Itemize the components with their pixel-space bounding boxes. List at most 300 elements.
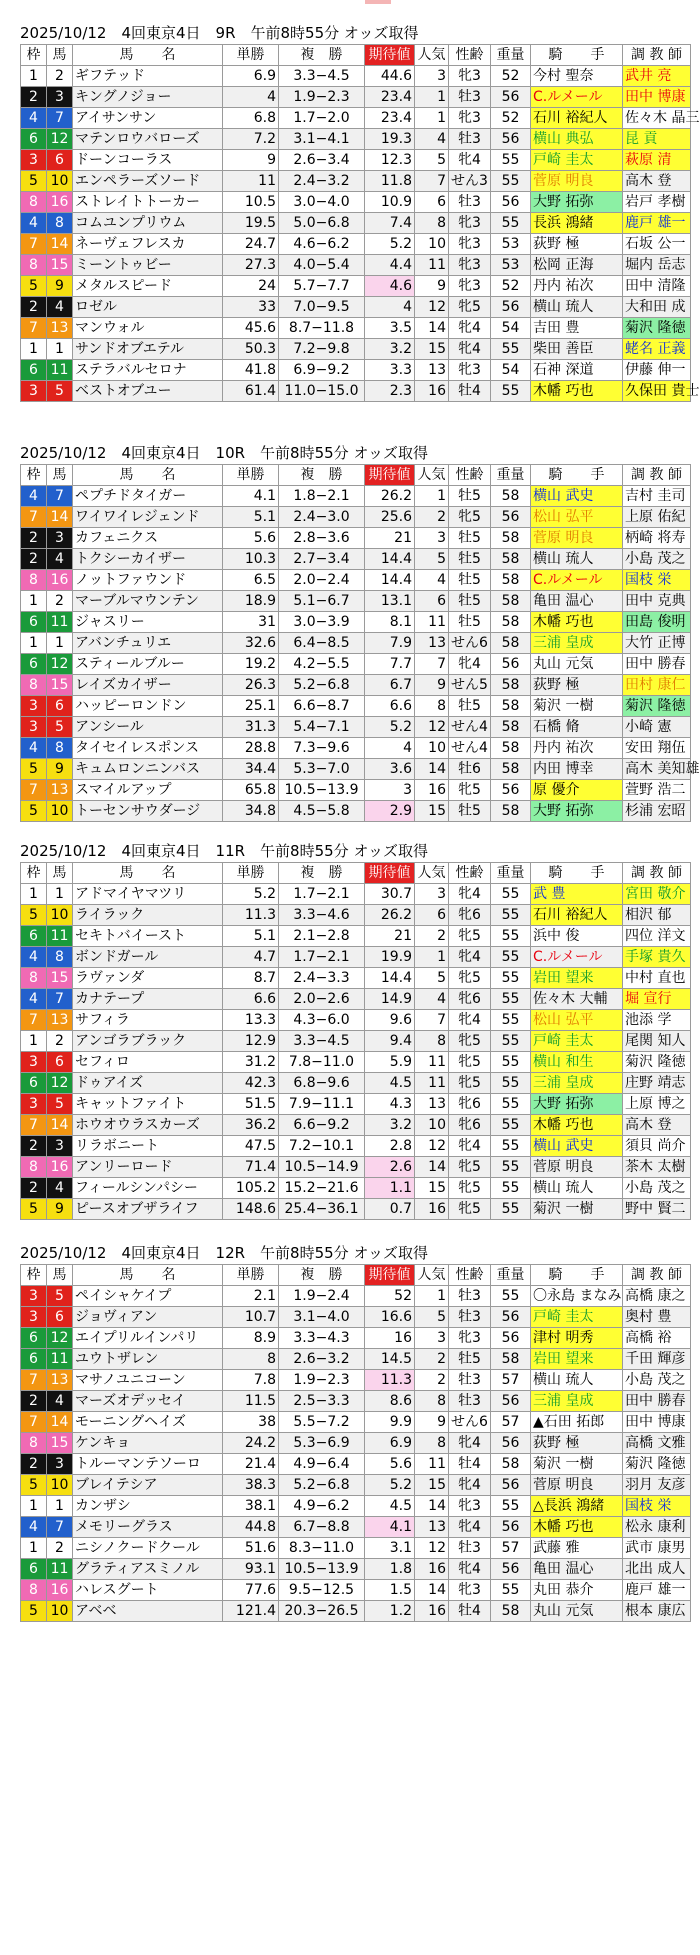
win-odds: 10.5 (223, 192, 279, 213)
trainer: 庄野 靖志 (623, 1073, 691, 1094)
table-row (21, 1115, 691, 1136)
trainer: 石坂 公一 (623, 234, 691, 255)
expected-value: 14.9 (365, 989, 415, 1010)
popularity: 5 (415, 549, 449, 570)
race-block (20, 840, 690, 1220)
trainer: 小島 茂之 (623, 1178, 691, 1199)
table-row (21, 696, 691, 717)
expected-value: 2.3 (365, 381, 415, 402)
table-row (21, 1286, 691, 1307)
win-odds: 4.7 (223, 947, 279, 968)
header-win-odds: 単勝 (223, 863, 279, 884)
umaban-cell: 16 (47, 192, 73, 213)
jockey: 石川 裕紀人 (531, 905, 623, 926)
header-sex-age: 性齢 (449, 1265, 491, 1286)
header-popularity: 人気 (415, 45, 449, 66)
table-row (21, 129, 691, 150)
umaban-cell: 15 (47, 968, 73, 989)
jockey: 菊沢 一樹 (531, 1199, 623, 1220)
header-place-odds: 複 勝 (279, 863, 365, 884)
umaban-cell: 7 (47, 1517, 73, 1538)
trainer: 高橋 裕 (623, 1328, 691, 1349)
umaban-cell: 12 (47, 129, 73, 150)
header-waku: 枠 (21, 863, 47, 884)
win-odds: 13.3 (223, 1010, 279, 1031)
jockey: 菅原 明良 (531, 171, 623, 192)
weight: 58 (491, 528, 531, 549)
jockey: 武藤 雅 (531, 1538, 623, 1559)
popularity: 14 (415, 1157, 449, 1178)
sex-age: 牡3 (449, 1307, 491, 1328)
weight: 55 (491, 968, 531, 989)
horse-name: ピースオブザライフ (73, 1199, 223, 1220)
win-odds: 24.7 (223, 234, 279, 255)
umaban-cell: 3 (47, 87, 73, 108)
horse-name: キュムロンニンバス (73, 759, 223, 780)
horse-name: ストレイトトーカー (73, 192, 223, 213)
place-odds: 3.3−4.5 (279, 1031, 365, 1052)
expected-value: 26.2 (365, 486, 415, 507)
jockey: 菅原 明良 (531, 1157, 623, 1178)
expected-value: 6.6 (365, 696, 415, 717)
expected-value: 14.4 (365, 549, 415, 570)
horse-name: トルーマンテソーロ (73, 1454, 223, 1475)
waku-cell: 8 (21, 1433, 47, 1454)
jockey: 荻野 極 (531, 1433, 623, 1454)
header-expected-value: 期待値 (365, 45, 415, 66)
horse-name: タイセイレスポンス (73, 738, 223, 759)
jockey: 戸崎 圭太 (531, 1031, 623, 1052)
umaban-cell: 6 (47, 150, 73, 171)
sex-age: 牝5 (449, 1157, 491, 1178)
place-odds: 2.4−3.0 (279, 507, 365, 528)
weight: 53 (491, 255, 531, 276)
table-header-row (21, 1265, 691, 1286)
place-odds: 6.7−8.8 (279, 1517, 365, 1538)
umaban-cell: 16 (47, 1580, 73, 1601)
sex-age: 牝4 (449, 884, 491, 905)
trainer: 羽月 友彦 (623, 1475, 691, 1496)
weight: 58 (491, 717, 531, 738)
umaban-cell: 9 (47, 1199, 73, 1220)
sex-age: 牡3 (449, 87, 491, 108)
weight: 55 (491, 947, 531, 968)
sex-age: 牝4 (449, 1136, 491, 1157)
horse-name: ジャスリー (73, 612, 223, 633)
trainer: 相沢 郁 (623, 905, 691, 926)
trainer: 野中 賢二 (623, 1199, 691, 1220)
jockey: 木幡 巧也 (531, 381, 623, 402)
trainer: 堀内 岳志 (623, 255, 691, 276)
jockey: 木幡 巧也 (531, 1517, 623, 1538)
win-odds: 105.2 (223, 1178, 279, 1199)
popularity: 12 (415, 1538, 449, 1559)
trainer: 岩戸 孝樹 (623, 192, 691, 213)
umaban-cell: 2 (47, 1031, 73, 1052)
win-odds: 11.3 (223, 905, 279, 926)
win-odds: 41.8 (223, 360, 279, 381)
expected-value: 12.3 (365, 150, 415, 171)
waku-cell: 5 (21, 905, 47, 926)
waku-cell: 2 (21, 87, 47, 108)
win-odds: 18.9 (223, 591, 279, 612)
umaban-cell: 4 (47, 1391, 73, 1412)
place-odds: 5.4−7.1 (279, 717, 365, 738)
horse-name: ケンキョ (73, 1433, 223, 1454)
jockey: 横山 武史 (531, 1136, 623, 1157)
waku-cell: 5 (21, 171, 47, 192)
trainer: 宮田 敬介 (623, 884, 691, 905)
waku-cell: 8 (21, 1580, 47, 1601)
place-odds: 4.9−6.2 (279, 1496, 365, 1517)
trainer: 高木 登 (623, 171, 691, 192)
jockey: 松山 弘平 (531, 1010, 623, 1031)
trainer: 田中 克典 (623, 591, 691, 612)
weight: 55 (491, 1010, 531, 1031)
popularity: 5 (415, 968, 449, 989)
sex-age: 牝4 (449, 1517, 491, 1538)
horse-name: グラティアスミノル (73, 1559, 223, 1580)
header-jockey: 騎 手 (531, 45, 623, 66)
sex-age: せん3 (449, 171, 491, 192)
umaban-cell: 12 (47, 1328, 73, 1349)
horse-name: ラヴァンダ (73, 968, 223, 989)
jockey: 亀田 温心 (531, 1559, 623, 1580)
sex-age: 牝5 (449, 1178, 491, 1199)
win-odds: 50.3 (223, 339, 279, 360)
umaban-cell: 2 (47, 1538, 73, 1559)
win-odds: 10.3 (223, 549, 279, 570)
trainer: 手塚 貴久 (623, 947, 691, 968)
horse-name: ホウオウラスカーズ (73, 1115, 223, 1136)
expected-value: 11.8 (365, 171, 415, 192)
waku-cell: 2 (21, 1136, 47, 1157)
weight: 56 (491, 1391, 531, 1412)
header-popularity: 人気 (415, 863, 449, 884)
weight: 58 (491, 738, 531, 759)
table-row (21, 989, 691, 1010)
popularity: 16 (415, 1559, 449, 1580)
popularity: 16 (415, 1199, 449, 1220)
place-odds: 5.1−6.7 (279, 591, 365, 612)
expected-value: 4.4 (365, 255, 415, 276)
horse-name: ハッピーロンドン (73, 696, 223, 717)
sex-age: 牡4 (449, 1454, 491, 1475)
table-row (21, 192, 691, 213)
header-umaban: 馬 (47, 45, 73, 66)
table-row (21, 947, 691, 968)
header-trainer: 調 教 師 (623, 1265, 691, 1286)
win-odds: 5.2 (223, 884, 279, 905)
expected-value: 9.6 (365, 1010, 415, 1031)
sex-age: 牝3 (449, 213, 491, 234)
place-odds: 5.2−6.8 (279, 675, 365, 696)
umaban-cell: 8 (47, 947, 73, 968)
expected-value: 0.7 (365, 1199, 415, 1220)
umaban-cell: 13 (47, 780, 73, 801)
umaban-cell: 10 (47, 1475, 73, 1496)
popularity: 6 (415, 905, 449, 926)
place-odds: 3.3−4.3 (279, 1328, 365, 1349)
jockey: 荻野 極 (531, 234, 623, 255)
weight: 56 (491, 1559, 531, 1580)
trainer: 上原 佑紀 (623, 507, 691, 528)
weight: 58 (491, 633, 531, 654)
win-odds: 51.5 (223, 1094, 279, 1115)
weight: 55 (491, 1157, 531, 1178)
umaban-cell: 4 (47, 549, 73, 570)
waku-cell: 4 (21, 486, 47, 507)
umaban-cell: 10 (47, 801, 73, 822)
table-row (21, 1475, 691, 1496)
weight: 57 (491, 1538, 531, 1559)
waku-cell: 7 (21, 780, 47, 801)
trainer: 北出 成人 (623, 1559, 691, 1580)
header-umaban: 馬 (47, 1265, 73, 1286)
win-odds: 6.5 (223, 570, 279, 591)
table-row (21, 1517, 691, 1538)
horse-name: ユウトザレン (73, 1349, 223, 1370)
umaban-cell: 11 (47, 1349, 73, 1370)
header-sex-age: 性齢 (449, 863, 491, 884)
win-odds: 8 (223, 1349, 279, 1370)
jockey: 原 優介 (531, 780, 623, 801)
waku-cell: 4 (21, 108, 47, 129)
table-row (21, 150, 691, 171)
jockey: 岩田 望来 (531, 968, 623, 989)
horse-name: モーニングヘイズ (73, 1412, 223, 1433)
waku-cell: 5 (21, 1475, 47, 1496)
popularity: 12 (415, 297, 449, 318)
place-odds: 20.3−26.5 (279, 1601, 365, 1622)
horse-name: マンウォル (73, 318, 223, 339)
win-odds: 10.7 (223, 1307, 279, 1328)
expected-value: 52 (365, 1286, 415, 1307)
trainer: 国枝 栄 (623, 1496, 691, 1517)
weight: 56 (491, 1307, 531, 1328)
trainer: 菊沢 隆徳 (623, 318, 691, 339)
weight: 54 (491, 360, 531, 381)
waku-cell: 4 (21, 213, 47, 234)
horse-name: キングノジョー (73, 87, 223, 108)
sex-age: 牝5 (449, 780, 491, 801)
umaban-cell: 15 (47, 255, 73, 276)
waku-cell: 7 (21, 1115, 47, 1136)
expected-value: 5.2 (365, 234, 415, 255)
jockey: 丹内 祐次 (531, 738, 623, 759)
expected-value: 5.6 (365, 1454, 415, 1475)
jockey: 〇永島 まなみ (531, 1286, 623, 1307)
sex-age: 牝4 (449, 339, 491, 360)
weight: 56 (491, 129, 531, 150)
waku-cell: 1 (21, 884, 47, 905)
sex-age: 牝5 (449, 1199, 491, 1220)
sex-age: 牡5 (449, 528, 491, 549)
jockey: 菊沢 一樹 (531, 1454, 623, 1475)
horse-name: ギフテッド (73, 66, 223, 87)
jockey: 津村 明秀 (531, 1328, 623, 1349)
place-odds: 2.4−3.3 (279, 968, 365, 989)
expected-value: 44.6 (365, 66, 415, 87)
win-odds: 148.6 (223, 1199, 279, 1220)
race-title: 2025/10/12 4回東京4日 12R 午前8時55分 オッズ取得 (20, 1244, 429, 1262)
table-row (21, 1433, 691, 1454)
waku-cell: 6 (21, 1349, 47, 1370)
table-row (21, 759, 691, 780)
win-odds: 11.5 (223, 1391, 279, 1412)
trainer: 佐々木 晶三 (623, 108, 691, 129)
popularity: 15 (415, 1178, 449, 1199)
sex-age: 牝5 (449, 1073, 491, 1094)
popularity: 6 (415, 591, 449, 612)
trainer: 田中 勝春 (623, 1391, 691, 1412)
table-row (21, 108, 691, 129)
jockey: 浜中 俊 (531, 926, 623, 947)
horse-name: エンペラーズソード (73, 171, 223, 192)
win-odds: 11 (223, 171, 279, 192)
win-odds: 38 (223, 1412, 279, 1433)
trainer: 蛯名 正義 (623, 339, 691, 360)
trainer: 茶木 太樹 (623, 1157, 691, 1178)
expected-value: 5.2 (365, 1475, 415, 1496)
place-odds: 1.7−2.0 (279, 108, 365, 129)
umaban-cell: 7 (47, 108, 73, 129)
sex-age: 牝5 (449, 297, 491, 318)
win-odds: 5.6 (223, 528, 279, 549)
umaban-cell: 13 (47, 1370, 73, 1391)
win-odds: 32.6 (223, 633, 279, 654)
waku-cell: 2 (21, 297, 47, 318)
waku-cell: 1 (21, 339, 47, 360)
table-header-row (21, 45, 691, 66)
place-odds: 6.6−8.7 (279, 696, 365, 717)
trainer: 昆 貢 (623, 129, 691, 150)
place-odds: 3.1−4.1 (279, 129, 365, 150)
table-row (21, 1073, 691, 1094)
trainer: 鹿戸 雄一 (623, 213, 691, 234)
jockey: 岩田 望来 (531, 1349, 623, 1370)
sex-age: せん6 (449, 1412, 491, 1433)
table-row (21, 486, 691, 507)
popularity: 9 (415, 1412, 449, 1433)
jockey: 柴田 善臣 (531, 339, 623, 360)
trainer: 鹿戸 雄一 (623, 1580, 691, 1601)
expected-value: 23.4 (365, 87, 415, 108)
table-row (21, 591, 691, 612)
win-odds: 19.2 (223, 654, 279, 675)
table-row (21, 675, 691, 696)
weight: 57 (491, 1412, 531, 1433)
umaban-cell: 15 (47, 1433, 73, 1454)
jockey: 松岡 正海 (531, 255, 623, 276)
win-odds: 61.4 (223, 381, 279, 402)
trainer: 武井 亮 (623, 66, 691, 87)
expected-value: 4 (365, 297, 415, 318)
horse-name: トーセンサウダージ (73, 801, 223, 822)
win-odds: 31.2 (223, 1052, 279, 1073)
trainer: 杉浦 宏昭 (623, 801, 691, 822)
header-expected-value: 期待値 (365, 1265, 415, 1286)
win-odds: 12.9 (223, 1031, 279, 1052)
expected-value: 21 (365, 926, 415, 947)
table-row (21, 570, 691, 591)
sex-age: 牝4 (449, 1433, 491, 1454)
horse-name: アバンチュリエ (73, 633, 223, 654)
jockey: 横山 琉人 (531, 1178, 623, 1199)
horse-name: カフェニクス (73, 528, 223, 549)
sex-age: せん4 (449, 738, 491, 759)
weight: 56 (491, 1433, 531, 1454)
waku-cell: 6 (21, 129, 47, 150)
expected-value: 4.5 (365, 1496, 415, 1517)
sex-age: 牝4 (449, 947, 491, 968)
expected-value: 2.6 (365, 1157, 415, 1178)
weight: 58 (491, 759, 531, 780)
jockey: 菅原 明良 (531, 1475, 623, 1496)
horse-name: ドゥアイズ (73, 1073, 223, 1094)
umaban-cell: 5 (47, 381, 73, 402)
umaban-cell: 6 (47, 1307, 73, 1328)
umaban-cell: 13 (47, 1010, 73, 1031)
win-odds: 71.4 (223, 1157, 279, 1178)
waku-cell: 3 (21, 1286, 47, 1307)
expected-value: 3.6 (365, 759, 415, 780)
trainer: 高橋 文雅 (623, 1433, 691, 1454)
expected-value: 7.7 (365, 654, 415, 675)
place-odds: 1.9−2.3 (279, 87, 365, 108)
jockey: 松山 弘平 (531, 507, 623, 528)
win-odds: 6.9 (223, 66, 279, 87)
weight: 55 (491, 1199, 531, 1220)
popularity: 8 (415, 213, 449, 234)
horse-name: アンゴラブラック (73, 1031, 223, 1052)
jockey: 木幡 巧也 (531, 1115, 623, 1136)
expected-value: 16 (365, 1328, 415, 1349)
horse-name: ハレスグート (73, 1580, 223, 1601)
place-odds: 5.3−7.0 (279, 759, 365, 780)
weight: 52 (491, 108, 531, 129)
header-trainer: 調 教 師 (623, 863, 691, 884)
horse-name: ライラック (73, 905, 223, 926)
header-sex-age: 性齢 (449, 465, 491, 486)
place-odds: 2.0−2.6 (279, 989, 365, 1010)
waku-cell: 1 (21, 66, 47, 87)
popularity: 1 (415, 87, 449, 108)
waku-cell: 8 (21, 968, 47, 989)
jockey: 丸山 元気 (531, 654, 623, 675)
jockey: 横山 典弘 (531, 129, 623, 150)
win-odds: 47.5 (223, 1136, 279, 1157)
umaban-cell: 8 (47, 738, 73, 759)
weight: 56 (491, 780, 531, 801)
place-odds: 4.2−5.5 (279, 654, 365, 675)
jockey: 三浦 皇成 (531, 1073, 623, 1094)
trainer: 須貝 尚介 (623, 1136, 691, 1157)
trainer: 千田 輝彦 (623, 1349, 691, 1370)
horse-name: マテンロウバローズ (73, 129, 223, 150)
sex-age: 牡3 (449, 129, 491, 150)
horse-name: カナテープ (73, 989, 223, 1010)
header-trainer: 調 教 師 (623, 465, 691, 486)
expected-value: 4 (365, 738, 415, 759)
sex-age: 牡5 (449, 591, 491, 612)
place-odds: 3.0−3.9 (279, 612, 365, 633)
trainer: 堀 宣行 (623, 989, 691, 1010)
table-row (21, 1031, 691, 1052)
waku-cell: 4 (21, 947, 47, 968)
place-odds: 5.7−7.7 (279, 276, 365, 297)
expected-value: 25.6 (365, 507, 415, 528)
